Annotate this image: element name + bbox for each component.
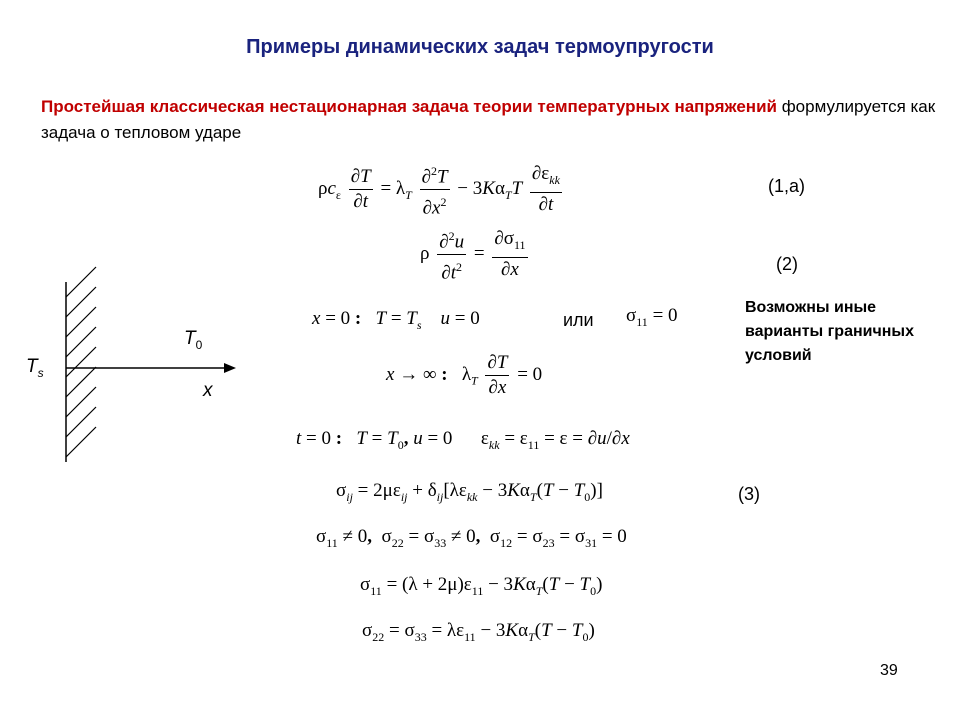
stress-conditions: $\sigma_{11} \ne 0$, $\sigma_{22} = \sigma_{33} \ne 0$, $\sigma_{12} = \sigma_{23} = \sigma_{31} = 0$ — [316, 526, 627, 550]
initial-condition: t = 0 : $T = T_0$, u = 0 $\varepsilon_{kk} = \varepsilon_{11} = \varepsilon = \partial u/\partial x$ — [296, 428, 630, 452]
equation-number-3: (3) — [738, 484, 760, 504]
equation-3: $\sigma_{ij} = 2\mu\varepsilon_{ij} + \delta_{ij}[\lambda\varepsilon_{kk} - 3K\alpha_T(T - T_0)]$ — [336, 480, 603, 504]
page-number: 39 — [880, 662, 898, 679]
slide-title: Примеры динамических задач термоупругости — [246, 36, 714, 58]
equation-number-1a: (1,а) — [768, 176, 806, 196]
equation-1a: $\rho c_\varepsilon$ $\frac{\partial T}{\partial t}$ = $\lambda_T$ $\frac{\partial^2T}{\partial x^2}$ − $3K\alpha_TT$ $\frac{\partial\varepsilon_{kk}}{\partial t}$ — [318, 160, 565, 220]
boundary-x0: x = 0 : $T = T_s$ u = 0 — [312, 308, 480, 332]
boundary-xinf: x → ∞ : $\lambda_T$ $\frac{\partial T}{\partial x}$ = 0 — [386, 352, 543, 398]
equation-number-2: (2) — [776, 254, 798, 274]
boundary-alt: $\sigma_{11} = 0$ — [626, 305, 678, 329]
label-x: x — [203, 380, 213, 401]
sigma22-formula: $\sigma_{22} = \sigma_{33} = \lambda\varepsilon_{11} - 3K\alpha_T(T - T_0)$ — [362, 620, 595, 644]
thermal-shock-diagram — [0, 0, 300, 500]
sigma11-formula: $\sigma_{11} = (\lambda + 2\mu)\varepsilon_{11} - 3K\alpha_T(T - T_0)$ — [360, 574, 603, 598]
wall-hatching — [66, 267, 96, 457]
label-ts: $T_s$ — [26, 356, 44, 380]
side-note: Возможны иные варианты граничных условий — [745, 299, 914, 364]
label-t0: $T_0$ — [184, 328, 203, 352]
intro-highlight: Простейшая классическая нестационарная задача теории температурных напряжений — [41, 97, 777, 116]
or-word: или — [563, 310, 594, 330]
intro-rest: формулируется как задача о тепловом ударе — [41, 97, 936, 142]
equation-2: ρ $\frac{\partial^2u}{\partial t^2}$ = $\frac{\partial\sigma_{11}}{\partial x}$ — [420, 225, 531, 285]
x-axis-arrowhead — [224, 363, 236, 373]
